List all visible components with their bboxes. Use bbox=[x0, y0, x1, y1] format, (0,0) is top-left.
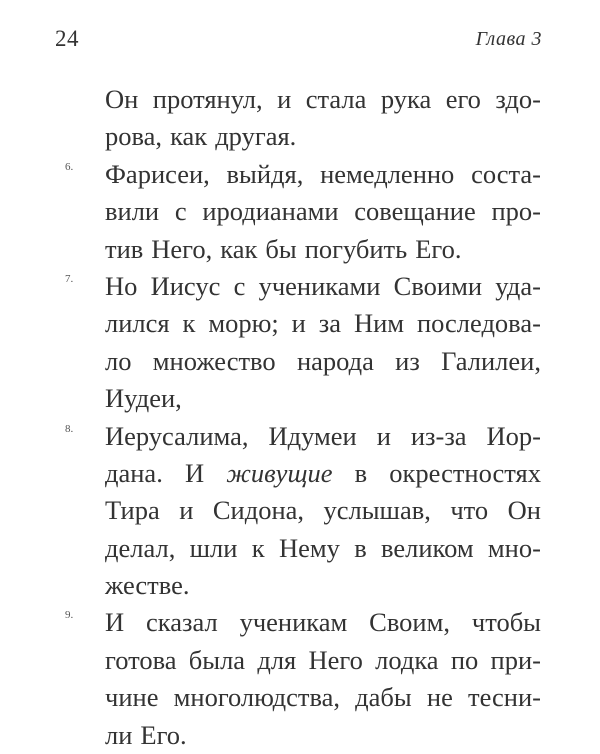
word: Него bbox=[308, 644, 363, 675]
word: к bbox=[182, 308, 196, 339]
word: из bbox=[395, 345, 420, 376]
text-line bbox=[105, 81, 541, 118]
word: и bbox=[179, 495, 194, 526]
word: протянул, bbox=[152, 84, 263, 114]
word: уда- bbox=[495, 270, 541, 301]
word: окрестностях bbox=[389, 457, 541, 488]
word: как bbox=[170, 121, 208, 152]
word: услышав, bbox=[323, 495, 431, 526]
word: соста- bbox=[471, 158, 541, 189]
word: как bbox=[220, 233, 258, 264]
word: чтобы bbox=[471, 607, 541, 638]
word: Галилеи, bbox=[441, 345, 541, 376]
verse bbox=[65, 604, 541, 754]
word: народа bbox=[296, 345, 374, 376]
word: Иерусалима, bbox=[105, 420, 249, 451]
running-title: Глава 3 bbox=[475, 28, 542, 50]
word: здо- bbox=[495, 84, 541, 114]
word: выйдя, bbox=[226, 158, 304, 189]
text-line bbox=[105, 118, 541, 155]
text-block bbox=[65, 81, 541, 754]
word: Сидона, bbox=[212, 495, 305, 526]
word: при- bbox=[490, 644, 541, 675]
word: дана. bbox=[105, 457, 163, 488]
word: рука bbox=[380, 84, 432, 114]
word: его bbox=[445, 84, 481, 114]
word: для bbox=[257, 644, 297, 675]
word: Иисус bbox=[150, 270, 221, 301]
word: про- bbox=[491, 196, 541, 227]
text-line bbox=[105, 492, 541, 529]
word: к bbox=[251, 532, 265, 563]
verse bbox=[65, 156, 541, 268]
verse bbox=[65, 418, 541, 605]
word: Его. bbox=[415, 233, 462, 264]
word: последова- bbox=[416, 308, 541, 339]
word: рова, bbox=[105, 121, 163, 152]
word: Иудеи, bbox=[105, 383, 182, 414]
word: с bbox=[174, 196, 187, 227]
word: Он bbox=[105, 84, 139, 114]
word: иродианами bbox=[202, 196, 339, 227]
word: делал, bbox=[105, 532, 176, 563]
word: Него, bbox=[151, 233, 213, 264]
word: лился bbox=[105, 308, 170, 339]
word: другая. bbox=[215, 121, 297, 152]
verse bbox=[65, 268, 541, 418]
word: чине bbox=[105, 682, 159, 713]
text-line bbox=[105, 305, 541, 342]
word: в bbox=[354, 457, 368, 488]
word: за bbox=[318, 308, 342, 339]
word: сказал bbox=[146, 607, 218, 638]
word: совещание bbox=[354, 196, 476, 227]
word: тив bbox=[105, 233, 144, 264]
word: Но bbox=[105, 270, 138, 301]
word: Фарисеи, bbox=[105, 158, 210, 189]
text-line bbox=[105, 418, 541, 455]
page-number: 24 bbox=[55, 26, 79, 51]
word: И bbox=[105, 607, 125, 638]
word: была bbox=[188, 644, 246, 675]
word: не bbox=[426, 682, 453, 713]
verse bbox=[105, 81, 541, 156]
word: Своим, bbox=[369, 607, 451, 638]
verse-number: 7. bbox=[65, 272, 74, 285]
text-line bbox=[105, 268, 541, 305]
word: вили bbox=[105, 196, 160, 227]
word: множество bbox=[152, 345, 276, 376]
word: ученикам bbox=[239, 607, 348, 638]
word: жестве. bbox=[105, 570, 190, 601]
verse-number: 9. bbox=[65, 609, 74, 622]
word: что bbox=[450, 495, 489, 526]
word: с bbox=[233, 270, 246, 301]
word: дабы bbox=[355, 682, 412, 713]
word: и bbox=[291, 308, 306, 339]
word: живущие bbox=[226, 457, 333, 488]
text-line bbox=[105, 156, 541, 193]
word: немедленно bbox=[320, 158, 455, 189]
word: Ним bbox=[353, 308, 405, 339]
word: мно- bbox=[487, 532, 541, 563]
word: Нему bbox=[278, 532, 340, 563]
word: Его. bbox=[140, 719, 187, 750]
word: и bbox=[277, 84, 292, 114]
word: Иор- bbox=[486, 420, 541, 451]
text-line bbox=[105, 455, 541, 492]
word: тесни- bbox=[468, 682, 541, 713]
word: И bbox=[184, 457, 205, 488]
word: морю; bbox=[208, 308, 279, 339]
word: шли bbox=[189, 532, 238, 563]
text-line bbox=[105, 679, 541, 716]
text-line bbox=[105, 567, 541, 604]
word: готова bbox=[105, 644, 177, 675]
text-line bbox=[105, 193, 541, 230]
word: погубить bbox=[304, 233, 408, 264]
text-line bbox=[105, 530, 541, 567]
text-line bbox=[105, 380, 541, 417]
text-line bbox=[105, 642, 541, 679]
word: бы bbox=[265, 233, 297, 264]
word: великом bbox=[381, 532, 474, 563]
word: из-за bbox=[410, 420, 467, 451]
text-line bbox=[105, 231, 541, 268]
word: ли bbox=[105, 719, 133, 750]
word: учениками bbox=[258, 270, 381, 301]
text-line bbox=[105, 717, 541, 754]
text-line bbox=[105, 343, 541, 380]
word: многолюдства, bbox=[173, 682, 340, 713]
word: Тира bbox=[105, 495, 160, 526]
word: и bbox=[376, 420, 391, 451]
word: Идумеи bbox=[268, 420, 357, 451]
word: Своими bbox=[393, 270, 483, 301]
word: Он bbox=[507, 495, 541, 526]
word: стала bbox=[305, 84, 367, 114]
word: в bbox=[354, 532, 367, 563]
verse-number: 8. bbox=[65, 422, 74, 435]
text-line bbox=[105, 604, 541, 641]
verse-number: 6. bbox=[65, 160, 74, 173]
word: лодка bbox=[375, 644, 439, 675]
word: ло bbox=[105, 345, 132, 376]
word: по bbox=[450, 644, 479, 675]
